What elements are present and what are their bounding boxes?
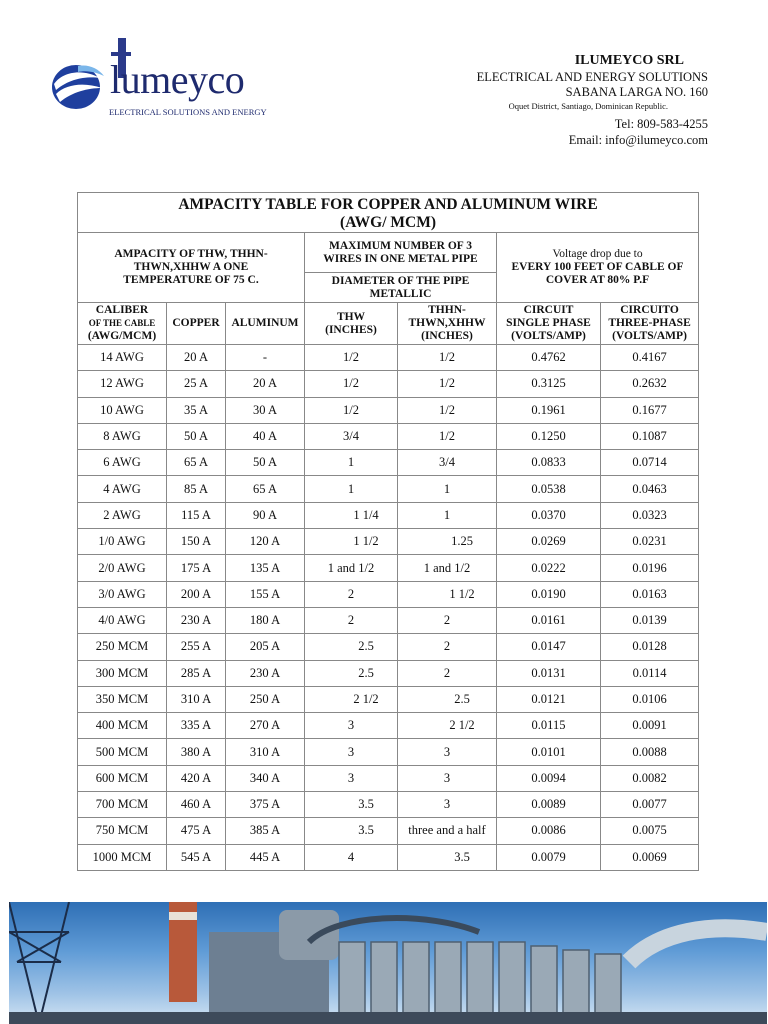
- group-header-row: [78, 233, 699, 273]
- cell-three-phase: 0.0088: [601, 739, 699, 765]
- company-line-1: ELECTRICAL AND ENERGY SOLUTIONS: [476, 69, 708, 84]
- cell-thhn: 2: [398, 607, 497, 633]
- table-row: [78, 765, 699, 791]
- col-caliber: CALIBER OF THE CABLE (AWG/MCM): [78, 303, 167, 345]
- table-row: [78, 371, 699, 397]
- cell-thw: 1: [305, 476, 398, 502]
- table-row: [78, 581, 699, 607]
- table-row: [78, 607, 699, 633]
- cell-caliber: 1000 MCM: [78, 844, 167, 870]
- logo-tagline: ELECTRICAL SOLUTIONS AND ENERGY: [109, 107, 267, 117]
- cell-thw: 1/2: [305, 371, 398, 397]
- cell-three-phase: 0.0323: [601, 502, 699, 528]
- cell-caliber: 750 MCM: [78, 818, 167, 844]
- cell-three-phase: 0.0196: [601, 555, 699, 581]
- substation-illustration: [9, 902, 767, 1024]
- company-email: Email: info@ilumeyco.com: [568, 133, 708, 147]
- cell-copper: 380 A: [167, 739, 226, 765]
- company-address: Oquet District, Santiago, Dominican Republic.: [508, 100, 668, 111]
- cell-caliber: 14 AWG: [78, 345, 167, 371]
- cell-three-phase: 0.0106: [601, 686, 699, 712]
- cell-thhn: 1.25: [398, 529, 497, 555]
- cell-caliber: 2/0 AWG: [78, 555, 167, 581]
- table-title-row: [78, 193, 699, 233]
- cell-copper: 255 A: [167, 634, 226, 660]
- company-name: ILUMEYCO SRL: [574, 53, 684, 68]
- table-row: [78, 634, 699, 660]
- cell-three-phase: 0.0091: [601, 713, 699, 739]
- cell-aluminum: 375 A: [226, 792, 305, 818]
- cell-copper: 65 A: [167, 450, 226, 476]
- cell-single-phase: 0.0131: [497, 660, 601, 686]
- cell-aluminum: 310 A: [226, 739, 305, 765]
- company-info: [477, 52, 708, 149]
- cell-thhn: 3.5: [398, 844, 497, 870]
- cell-single-phase: 0.0269: [497, 529, 601, 555]
- cell-single-phase: 0.0089: [497, 792, 601, 818]
- table-row: [78, 686, 699, 712]
- cell-three-phase: 0.0082: [601, 765, 699, 791]
- cell-single-phase: 0.3125: [497, 371, 601, 397]
- group-ampacity: AMPACITY OF THW, THHN-THWN,XHHW A ONE TEMPERATURE OF 75 C.: [78, 233, 305, 303]
- table-body: [78, 345, 699, 871]
- table-row: [78, 660, 699, 686]
- cell-copper: 310 A: [167, 686, 226, 712]
- table-row: [78, 502, 699, 528]
- group-voltage-drop: Voltage drop due to EVERY 100 FEET OF CABLE OF COVER AT 80% P.F: [497, 233, 699, 303]
- cell-aluminum: 120 A: [226, 529, 305, 555]
- cell-aluminum: 445 A: [226, 844, 305, 870]
- cell-three-phase: 0.1087: [601, 423, 699, 449]
- cell-thw: 2 1/2: [305, 686, 398, 712]
- cell-copper: 460 A: [167, 792, 226, 818]
- table-row: [78, 397, 699, 423]
- cell-caliber: 600 MCM: [78, 765, 167, 791]
- table-title: AMPACITY TABLE FOR COPPER AND ALUMINUM WIRE (AWG/ MCM): [78, 193, 699, 233]
- cell-three-phase: 0.0128: [601, 634, 699, 660]
- cell-single-phase: 0.0121: [497, 686, 601, 712]
- cell-three-phase: 0.0069: [601, 844, 699, 870]
- cell-thhn: 1/2: [398, 371, 497, 397]
- col-aluminum: ALUMINUM: [226, 303, 305, 345]
- cell-thhn: 2.5: [398, 686, 497, 712]
- cell-aluminum: 135 A: [226, 555, 305, 581]
- cell-single-phase: 0.1250: [497, 423, 601, 449]
- cell-aluminum: 270 A: [226, 713, 305, 739]
- table-row: [78, 792, 699, 818]
- cell-copper: 200 A: [167, 581, 226, 607]
- cell-caliber: 10 AWG: [78, 397, 167, 423]
- cell-thhn: 1 1/2: [398, 581, 497, 607]
- cell-aluminum: 30 A: [226, 397, 305, 423]
- cell-aluminum: 205 A: [226, 634, 305, 660]
- cell-aluminum: 155 A: [226, 581, 305, 607]
- table-row: [78, 529, 699, 555]
- cell-copper: 50 A: [167, 423, 226, 449]
- cell-caliber: 300 MCM: [78, 660, 167, 686]
- cell-thw: 3.5: [305, 792, 398, 818]
- cell-thw: 3/4: [305, 423, 398, 449]
- cell-thw: 2.5: [305, 634, 398, 660]
- cell-single-phase: 0.0222: [497, 555, 601, 581]
- cell-caliber: 2 AWG: [78, 502, 167, 528]
- cell-aluminum: 65 A: [226, 476, 305, 502]
- cell-thw: 3: [305, 765, 398, 791]
- cell-thhn: 1/2: [398, 345, 497, 371]
- cell-thw: 2: [305, 607, 398, 633]
- cell-aluminum: 385 A: [226, 818, 305, 844]
- cell-three-phase: 0.0077: [601, 792, 699, 818]
- cell-three-phase: 0.0463: [601, 476, 699, 502]
- cell-single-phase: 0.0115: [497, 713, 601, 739]
- logo-bar-cross: [111, 52, 131, 56]
- logo-globe-icon: [48, 54, 110, 116]
- cell-thw: 1 and 1/2: [305, 555, 398, 581]
- cell-thhn: 3: [398, 765, 497, 791]
- cell-single-phase: 0.0370: [497, 502, 601, 528]
- cell-thhn: 3/4: [398, 450, 497, 476]
- cell-single-phase: 0.0079: [497, 844, 601, 870]
- cell-caliber: 500 MCM: [78, 739, 167, 765]
- cell-thhn: 1 and 1/2: [398, 555, 497, 581]
- cell-single-phase: 0.1961: [497, 397, 601, 423]
- logo-wordmark: lumeyco: [110, 57, 245, 102]
- cell-single-phase: 0.0147: [497, 634, 601, 660]
- cell-three-phase: 0.4167: [601, 345, 699, 371]
- table-row: [78, 555, 699, 581]
- cell-single-phase: 0.0833: [497, 450, 601, 476]
- cell-copper: 175 A: [167, 555, 226, 581]
- cell-caliber: 12 AWG: [78, 371, 167, 397]
- cell-three-phase: 0.0075: [601, 818, 699, 844]
- cell-three-phase: 0.0139: [601, 607, 699, 633]
- cell-thhn: three and a half: [398, 818, 497, 844]
- col-three-phase: CIRCUITO THREE-PHASE (VOLTS/AMP): [601, 303, 699, 345]
- cell-copper: 85 A: [167, 476, 226, 502]
- cell-three-phase: 0.2632: [601, 371, 699, 397]
- cell-copper: 475 A: [167, 818, 226, 844]
- cell-single-phase: 0.0161: [497, 607, 601, 633]
- cell-thhn: 2: [398, 634, 497, 660]
- table-row: [78, 345, 699, 371]
- cell-copper: 285 A: [167, 660, 226, 686]
- cell-caliber: 400 MCM: [78, 713, 167, 739]
- cell-copper: 545 A: [167, 844, 226, 870]
- table-row: [78, 450, 699, 476]
- cell-thw: 3: [305, 713, 398, 739]
- cell-caliber: 250 MCM: [78, 634, 167, 660]
- cell-thw: 4: [305, 844, 398, 870]
- cell-three-phase: 0.0163: [601, 581, 699, 607]
- group-max-wires: MAXIMUM NUMBER OF 3 WIRES IN ONE METAL PIPE: [305, 233, 497, 273]
- substation-photo: [9, 902, 767, 1024]
- cell-thhn: 1/2: [398, 423, 497, 449]
- cell-aluminum: 90 A: [226, 502, 305, 528]
- cell-single-phase: 0.4762: [497, 345, 601, 371]
- cell-caliber: 3/0 AWG: [78, 581, 167, 607]
- cell-aluminum: 250 A: [226, 686, 305, 712]
- ampacity-table: [77, 192, 699, 871]
- cell-aluminum: 230 A: [226, 660, 305, 686]
- cell-copper: 25 A: [167, 371, 226, 397]
- cell-single-phase: 0.0086: [497, 818, 601, 844]
- cell-thhn: 1: [398, 502, 497, 528]
- table-row: [78, 713, 699, 739]
- cell-single-phase: 0.0190: [497, 581, 601, 607]
- cell-copper: 335 A: [167, 713, 226, 739]
- cell-copper: 150 A: [167, 529, 226, 555]
- cell-caliber: 1/0 AWG: [78, 529, 167, 555]
- cell-aluminum: 180 A: [226, 607, 305, 633]
- cell-caliber: 4 AWG: [78, 476, 167, 502]
- company-phone: Tel: 809-583-4255: [614, 117, 708, 132]
- cell-thhn: 1/2: [398, 397, 497, 423]
- cell-caliber: 700 MCM: [78, 792, 167, 818]
- cell-thhn: 1: [398, 476, 497, 502]
- cell-caliber: 6 AWG: [78, 450, 167, 476]
- cell-single-phase: 0.0094: [497, 765, 601, 791]
- cell-three-phase: 0.0231: [601, 529, 699, 555]
- cell-three-phase: 0.0714: [601, 450, 699, 476]
- cell-thw: 1: [305, 450, 398, 476]
- cell-thhn: 2 1/2: [398, 713, 497, 739]
- cell-thhn: 3: [398, 739, 497, 765]
- company-logo: [46, 38, 276, 122]
- cell-copper: 20 A: [167, 345, 226, 371]
- cell-thw: 3: [305, 739, 398, 765]
- table-row: [78, 739, 699, 765]
- cell-caliber: 4/0 AWG: [78, 607, 167, 633]
- cell-copper: 420 A: [167, 765, 226, 791]
- table-row: [78, 844, 699, 870]
- cell-thw: 1/2: [305, 397, 398, 423]
- cell-thhn: 2: [398, 660, 497, 686]
- table-row: [78, 476, 699, 502]
- company-line-2: SABANA LARGA NO. 160: [565, 85, 708, 100]
- cell-aluminum: 20 A: [226, 371, 305, 397]
- cell-aluminum: 340 A: [226, 765, 305, 791]
- cell-aluminum: -: [226, 345, 305, 371]
- cell-three-phase: 0.1677: [601, 397, 699, 423]
- table-row: [78, 818, 699, 844]
- cell-thw: 1 1/4: [305, 502, 398, 528]
- cell-caliber: 8 AWG: [78, 423, 167, 449]
- col-single-phase: CIRCUIT SINGLE PHASE (VOLTS/AMP): [497, 303, 601, 345]
- table-row: [78, 423, 699, 449]
- cell-copper: 115 A: [167, 502, 226, 528]
- col-thhn: THHN- THWN,XHHW (INCHES): [398, 303, 497, 345]
- cell-caliber: 350 MCM: [78, 686, 167, 712]
- col-thw: THW (INCHES): [305, 303, 398, 345]
- cell-copper: 230 A: [167, 607, 226, 633]
- col-copper: COPPER: [167, 303, 226, 345]
- cell-thw: 2.5: [305, 660, 398, 686]
- cell-aluminum: 40 A: [226, 423, 305, 449]
- column-header-row: [78, 303, 699, 345]
- cell-copper: 35 A: [167, 397, 226, 423]
- cell-thw: 2: [305, 581, 398, 607]
- cell-thw: 3.5: [305, 818, 398, 844]
- cell-single-phase: 0.0538: [497, 476, 601, 502]
- cell-thw: 1 1/2: [305, 529, 398, 555]
- cell-aluminum: 50 A: [226, 450, 305, 476]
- cell-thhn: 3: [398, 792, 497, 818]
- cell-single-phase: 0.0101: [497, 739, 601, 765]
- group-pipe-diameter: DIAMETER OF THE PIPE METALLIC: [305, 273, 497, 303]
- cell-three-phase: 0.0114: [601, 660, 699, 686]
- cell-thw: 1/2: [305, 345, 398, 371]
